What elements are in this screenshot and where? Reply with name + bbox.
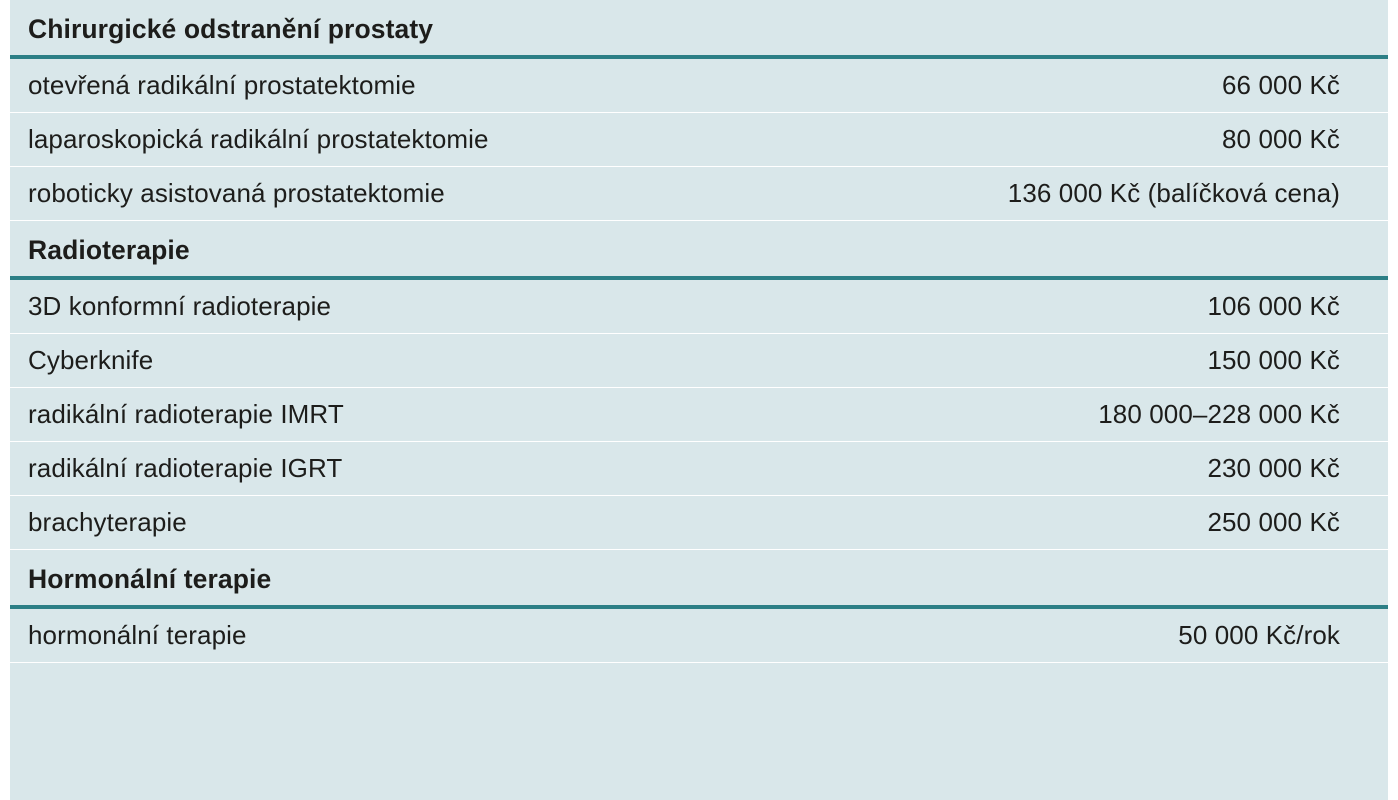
procedure-price: 106 000 Kč [1207, 291, 1340, 321]
section-header-radiotherapy [10, 221, 1388, 280]
section-title: Hormonální terapie [28, 564, 272, 594]
table-row [10, 609, 1388, 663]
procedure-price: 80 000 Kč [1222, 124, 1340, 154]
table-row [10, 334, 1388, 388]
table-row [10, 496, 1388, 550]
table-row [10, 59, 1388, 113]
section-title: Chirurgické odstranění prostaty [28, 14, 434, 44]
table-row [10, 442, 1388, 496]
procedure-name: brachyterapie [28, 507, 187, 537]
procedure-price: 66 000 Kč [1222, 70, 1340, 100]
section-title: Radioterapie [28, 235, 190, 265]
price-table [10, 0, 1388, 800]
procedure-name: otevřená radikální prostatektomie [28, 70, 416, 100]
procedure-price: 250 000 Kč [1207, 507, 1340, 537]
procedure-name: laparoskopická radikální prostatektomie [28, 124, 489, 154]
procedure-name: radikální radioterapie IGRT [28, 453, 343, 483]
procedure-name: Cyberknife [28, 345, 154, 375]
procedure-price: 180 000–228 000 Kč [1098, 399, 1340, 429]
table-row [10, 167, 1388, 221]
procedure-name: roboticky asistovaná prostatektomie [28, 178, 445, 208]
procedure-price: 230 000 Kč [1207, 453, 1340, 483]
procedure-price: 50 000 Kč/rok [1178, 620, 1340, 650]
procedure-price: 136 000 Kč (balíčková cena) [1007, 178, 1340, 208]
table-row [10, 280, 1388, 334]
procedure-name: 3D konformní radioterapie [28, 291, 332, 321]
procedure-price: 150 000 Kč [1207, 345, 1340, 375]
procedure-name: radikální radioterapie IMRT [28, 399, 344, 429]
section-header-surgery [10, 0, 1388, 59]
section-header-hormonal [10, 550, 1388, 609]
procedure-name: hormonální terapie [28, 620, 247, 650]
table-row [10, 113, 1388, 167]
table-row [10, 388, 1388, 442]
